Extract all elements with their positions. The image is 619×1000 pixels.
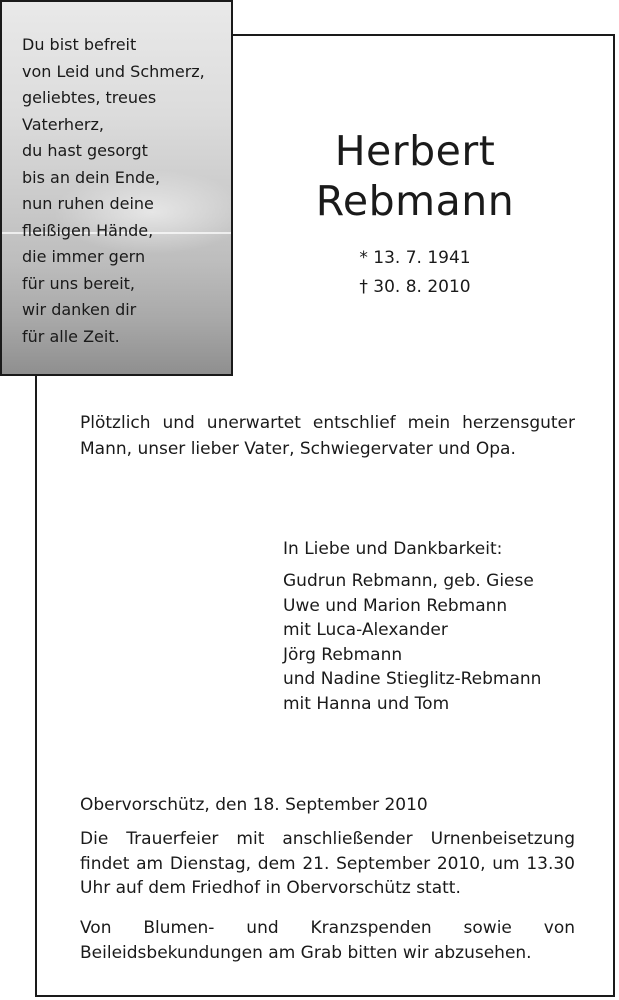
flowers-note: Von Blumen- und Kranzspenden sowie von Beileidsbekundungen am Grab bitten wir abzusehen.	[80, 918, 575, 963]
poem-line: die immer gern	[22, 247, 146, 266]
mourner-line: Jörg Rebmann	[283, 644, 403, 665]
poem-image-box	[0, 0, 233, 376]
poem-line: bis an dein Ende,	[22, 167, 161, 187]
poem-line: du hast gesorgt	[22, 141, 148, 160]
mourner-line: Gudrun Rebmann, geb. Giese	[283, 571, 534, 591]
death-date: † 30. 8. 2010	[359, 277, 471, 297]
poem-line: für alle Zeit.	[22, 326, 120, 346]
poem-line: geliebtes, treues	[22, 88, 157, 107]
announcement-text: Plötzlich und unerwartet entschlief mein herzensguter Mann, unser lieber Vater, Schwiegervater und Opa.	[80, 413, 575, 459]
poem-line: Du bist befreit	[22, 35, 137, 54]
poem-line: für uns bereit,	[22, 273, 136, 293]
mourner-line: mit Hanna und Tom	[283, 693, 450, 714]
mourner-line: mit Luca-Alexander	[283, 620, 448, 641]
mourner-line: und Nadine Stieglitz-Rebmann	[283, 669, 542, 690]
place-and-date: Obervorschütz, den 18. September 2010	[80, 795, 428, 815]
mourners-heading: In Liebe und Dankbarkeit:	[283, 539, 503, 559]
poem-text	[22, 32, 205, 350]
deceased-name-block	[300, 126, 530, 302]
poem-line: nun ruhen deine	[22, 194, 154, 213]
mourners-list	[283, 569, 541, 717]
poem-line: von Leid und Schmerz,	[22, 61, 205, 81]
mourner-line: Uwe und Marion Rebmann	[283, 595, 508, 616]
funeral-info: Die Trauerfeier mit anschließender Urnenbeisetzung findet am Dienstag, dem 21. September 2010, um 13.30 Uhr auf dem Friedhof in Obervorschütz statt.	[80, 829, 575, 898]
birth-date: * 13. 7. 1941	[359, 248, 471, 268]
poem-line: wir danken dir	[22, 300, 137, 319]
poem-line: Vaterherz,	[22, 114, 104, 134]
poem-line: fleißigen Hände,	[22, 220, 154, 240]
life-dates	[300, 244, 530, 302]
deceased-first-name: Herbert	[334, 127, 496, 175]
deceased-last-name: Rebmann	[315, 177, 515, 225]
